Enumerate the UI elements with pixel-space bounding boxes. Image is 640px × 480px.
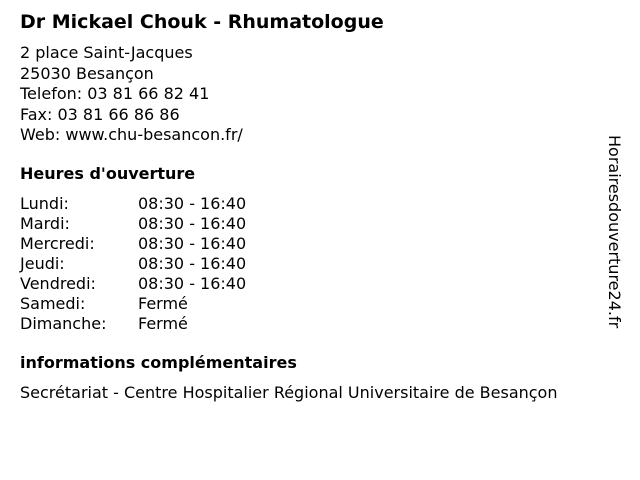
additional-info-text: Secrétariat - Centre Hospitalier Régional Universitaire de Besançon bbox=[20, 383, 558, 402]
phone-number: Telefon: 03 81 66 82 41 bbox=[20, 84, 210, 103]
day-label: Mercredi: bbox=[20, 234, 95, 253]
day-label: Jeudi: bbox=[20, 254, 65, 273]
time-value: 08:30 - 16:40 bbox=[138, 254, 247, 273]
hours-row-thursday bbox=[20, 254, 246, 274]
additional-info-heading: informations complémentaires bbox=[20, 353, 297, 372]
day-label: Samedi: bbox=[20, 294, 86, 313]
time-value: 08:30 - 16:40 bbox=[138, 234, 247, 253]
website: Web: www.chu-besancon.fr/ bbox=[20, 125, 243, 144]
day-label: Lundi: bbox=[20, 194, 69, 213]
hours-row-saturday bbox=[20, 294, 246, 314]
time-value: 08:30 - 16:40 bbox=[138, 214, 247, 233]
hours-row-tuesday bbox=[20, 214, 246, 234]
hours-row-monday bbox=[20, 194, 246, 214]
city-address: 25030 Besançon bbox=[20, 63, 154, 83]
hours-row-wednesday bbox=[20, 234, 246, 254]
time-value: Fermé bbox=[138, 314, 188, 333]
address-block bbox=[20, 43, 243, 146]
day-label: Dimanche: bbox=[20, 314, 107, 333]
hours-row-sunday bbox=[20, 314, 246, 334]
time-value: Fermé bbox=[138, 294, 188, 313]
time-value: 08:30 - 16:40 bbox=[138, 194, 247, 213]
hours-row-friday bbox=[20, 274, 246, 294]
day-label: Vendredi: bbox=[20, 274, 96, 293]
fax-number: Fax: 03 81 66 86 86 bbox=[20, 104, 180, 124]
street-address: 2 place Saint-Jacques bbox=[20, 43, 193, 62]
time-value: 08:30 - 16:40 bbox=[138, 274, 247, 293]
opening-hours-table bbox=[20, 194, 246, 334]
opening-hours-heading: Heures d'ouverture bbox=[20, 164, 196, 183]
site-watermark: Horairesdouverture24.fr bbox=[605, 135, 624, 329]
day-label: Mardi: bbox=[20, 214, 70, 233]
page-title: Dr Mickael Chouk - Rhumatologue bbox=[20, 11, 384, 33]
